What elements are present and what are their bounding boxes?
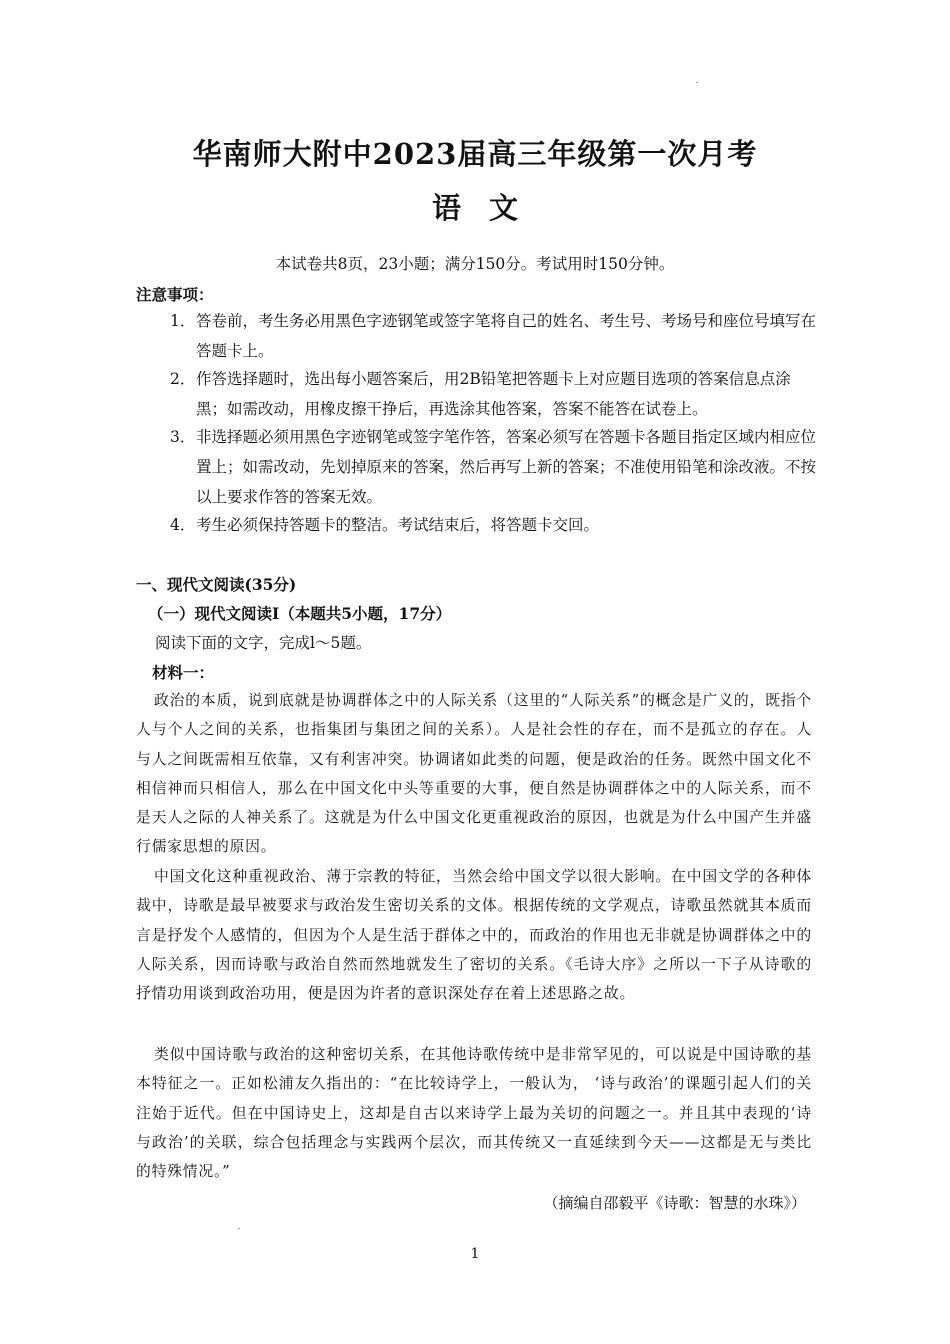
- notes-heading: 注意事项：: [136, 285, 214, 304]
- material-paragraph: 政治的本质，说到底就是协调群体之中的人际关系（这里的“人际关系”的概念是广义的，既指个人与个人之间的关系，也指集团与集团之间的关系）。人是社会性的存在，而不是孤立的存在。人与人之间既需相互依靠，又有利害冲突。协调诸如此类的问题，便是政治的任务。既然中国文化不相信神而只相信人，那么在中国文化中头等重要的大事，便自然是协调群体之中的人际关系，而不是天人之际的人神关系了。这就是为什么中国文化更重视政治的原因，也就是为什么中国产生并盛行儒家思想的原因。: [136, 692, 812, 856]
- page-number: 1: [470, 1246, 480, 1262]
- exam-summary: 本试卷共8页，23小题；满分150分。考试用时150分钟。: [275, 255, 675, 273]
- note-item: [170, 422, 820, 512]
- exam-title: 华南师大附中2023届高三年级第一次月考: [192, 137, 758, 171]
- note-number: 4．: [170, 516, 196, 534]
- note-text: 作答选择题时，选出每小题答案后，用2B铅笔把答题卡上对应题目选项的答案信息点涂黑；如需改动，用橡皮擦干挣后，再选涂其他答案，答案不能答在试卷上。: [196, 370, 791, 418]
- reading-instruction: 阅读下面的文字，完成l～5题。: [155, 634, 372, 652]
- note-item: [170, 306, 820, 366]
- note-number: 1．: [170, 312, 196, 330]
- material-heading: 材料一：: [152, 663, 215, 682]
- subsection-heading: （一）现代文阅读Ⅰ（本题共5小题，17分）: [148, 604, 452, 623]
- note-number: 2．: [170, 370, 196, 388]
- scan-speck: [696, 82, 698, 83]
- note-text: 答卷前，考生务必用黑色字迹钢笔或签字笔将自己的姓名、考生号、考场号和座位号填写在答题卡上。: [196, 312, 817, 360]
- scan-speck: [238, 1228, 240, 1229]
- note-number: 3．: [170, 428, 196, 446]
- subject-title: 语文: [431, 191, 546, 225]
- material-source: （摘编自邵毅平《诗歌：智慧的水珠》）: [543, 1194, 806, 1212]
- material-paragraph: 类似中国诗歌与政治的这种密切关系，在其他诗歌传统中是非常罕见的，可以说是中国诗歌的基本特征之一。正如松浦友久指出的：“在比较诗学上，一般认为， ‘诗与政治’的课题引起人们的关注始于近代。但在中国诗史上，这却是自古以来诗学上最为关切的问题之一。并且其中表现的‘诗与政治’的关联，综合包括理念与实践两个层次，而其传统又一直延续到今天——这都是无与类比的特殊情况。”: [136, 1046, 812, 1181]
- note-text: 非选择题必须用黑色字迹钢笔或签字笔作答，答案必须写在答题卡各题目指定区域内相应位置上；如需改动，先划掉原来的答案，然后再写上新的答案；不准使用铅笔和涂改液。不按以上要求作答的答案无效。: [196, 428, 817, 506]
- section-heading: 一、现代文阅读(35分): [136, 575, 297, 594]
- material-paragraph: 中国文化这种重视政治、薄于宗教的特征，当然会给中国文学以很大影响。在中国文学的各种体裁中，诗歌是最早被要求与政治发生密切关系的文体。根据传统的文学观点，诗歌虽然就其本质而言是抒发个人感情的，但因为个人是生活于群体之中的，而政治的作用也无非就是协调群体之中的人际关系，因而诗歌与政治自然而然地就发生了密切的关系。《毛诗大序》之所以一下子从诗歌的抒情功用谈到政治功用，便是因为许者的意识深处存在着上述思路之故。: [136, 868, 812, 1003]
- note-text: 考生必须保持答题卡的整洁。考试结束后，将答题卡交回。: [196, 516, 600, 534]
- note-item: [170, 510, 820, 540]
- note-item: [170, 364, 820, 424]
